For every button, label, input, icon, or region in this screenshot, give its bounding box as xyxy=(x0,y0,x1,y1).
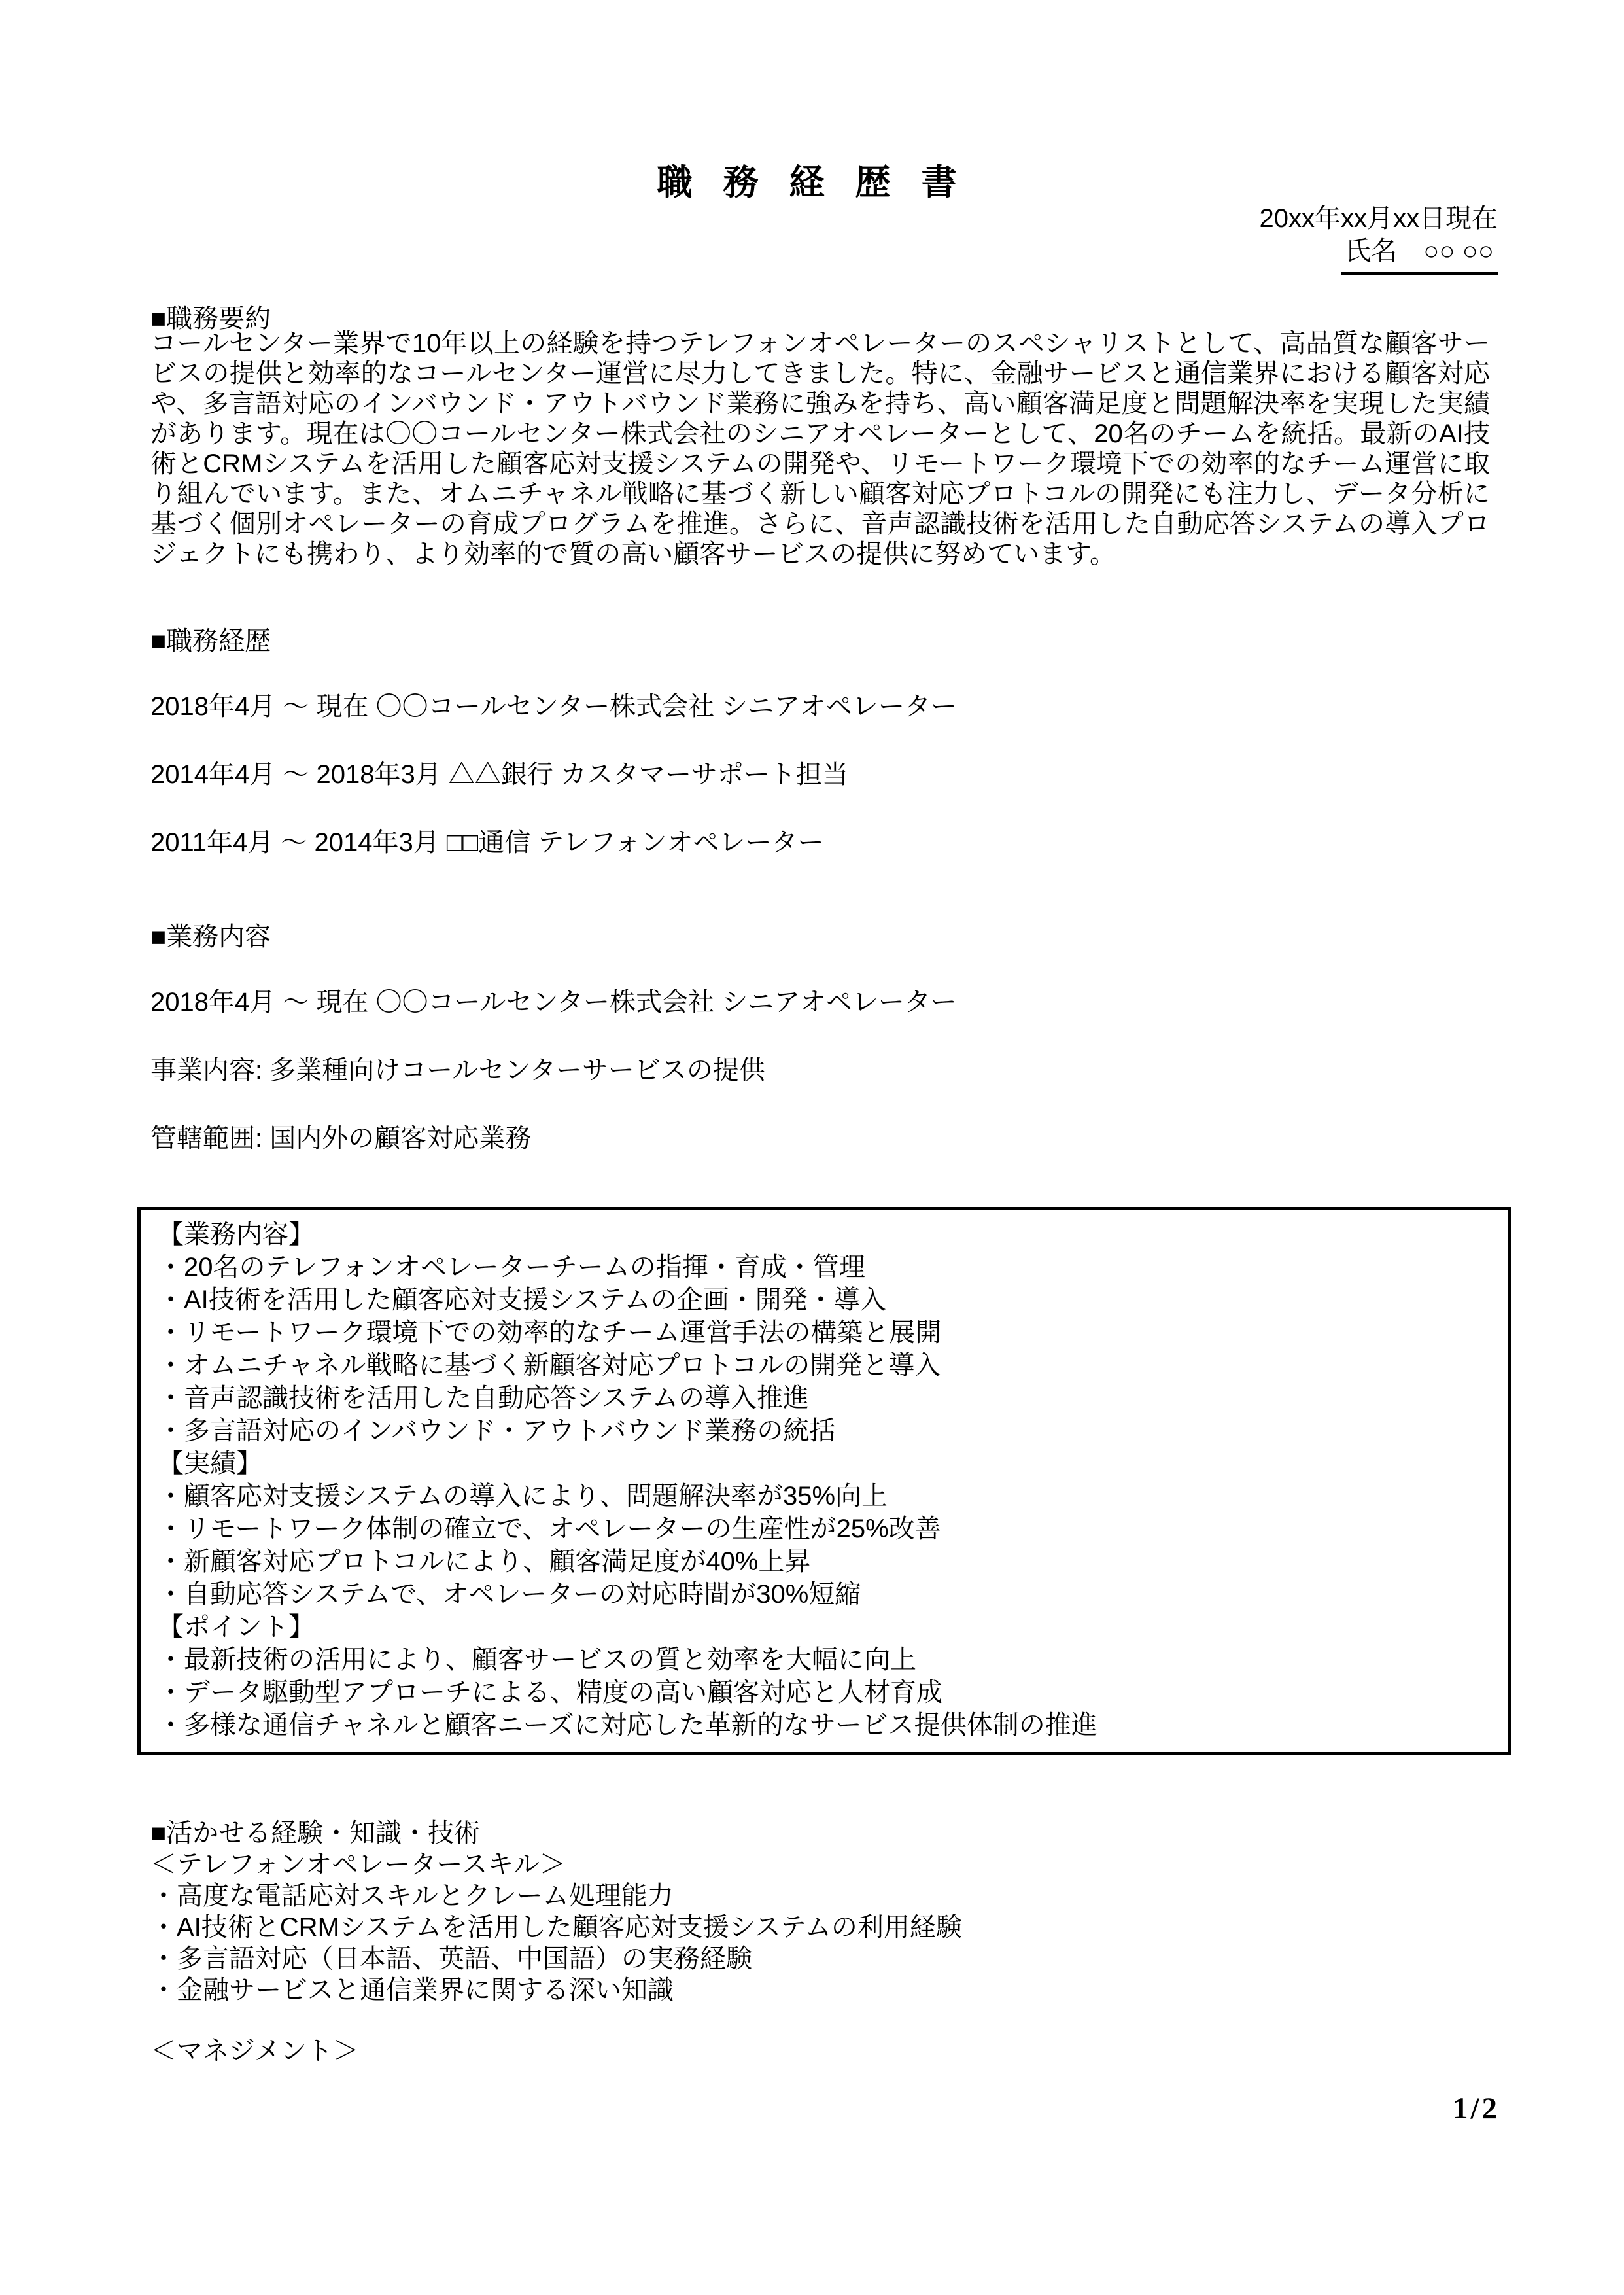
skills-block xyxy=(150,1817,962,2006)
list-item: ・多様な通信チャネルと顧客ニーズに対応した革新的なサービス提供体制の推進 xyxy=(158,1711,1097,1740)
list-item: ・20名のテレフォンオペレーターチームの指揮・育成・管理 xyxy=(158,1253,865,1282)
box-section-label: 【ポイント】 xyxy=(158,1613,315,1641)
list-item: ・新顧客対応プロトコルにより、顧客満足度が40%上昇 xyxy=(158,1547,811,1576)
summary-heading: ■職務要約 xyxy=(150,304,271,333)
skills-subheading: ＜テレフォンオペレータースキル＞ xyxy=(150,1850,566,1879)
career-entry: 2018年4月 ～ 現在 〇〇コールセンター株式会社 シニアオペレーター xyxy=(150,692,957,721)
list-item: ・最新技術の活用により、顧客サービスの質と効率を大幅に向上 xyxy=(158,1645,916,1674)
box-section-label: 【業務内容】 xyxy=(158,1220,315,1249)
management-heading: ＜マネジメント＞ xyxy=(150,2037,359,2065)
job-details-heading: ■業務内容 xyxy=(150,922,271,951)
page-title: 職 務 経 歴 書 xyxy=(657,163,967,202)
list-item: ・AI技術とCRMシステムを活用した顧客応対支援システムの利用経験 xyxy=(150,1913,962,1942)
box-section-label: 【実績】 xyxy=(158,1449,262,1478)
scope-line: 管轄範囲: 国内外の顧客対応業務 xyxy=(150,1124,532,1153)
career-entry: 2014年4月 ～ 2018年3月 △△銀行 カスタマーサポート担当 xyxy=(150,760,848,789)
current-date-line: 20xx年xx月xx日現在 xyxy=(1259,204,1498,233)
list-item: ・多言語対応（日本語、英語、中国語）の実務経験 xyxy=(150,1944,752,1973)
page-number: 1/2 xyxy=(1452,2092,1500,2126)
list-item: ・高度な電話応対スキルとクレーム処理能力 xyxy=(150,1882,674,1910)
career-entry: 2011年4月 ～ 2014年3月 □□通信 テレフォンオペレーター xyxy=(150,828,824,857)
list-item: ・リモートワーク環境下での効率的なチーム運営手法の構築と展開 xyxy=(158,1318,942,1347)
current-position-line: 2018年4月 ～ 現在 〇〇コールセンター株式会社 シニアオペレーター xyxy=(150,988,957,1017)
list-item: ・多言語対応のインバウンド・アウトバウンド業務の統括 xyxy=(158,1416,836,1445)
list-item: ・オムニチャネル戦略に基づく新顧客対応プロトコルの開発と導入 xyxy=(158,1351,941,1380)
list-item: ・自動応答システムで、オペレーターの対応時間が30%短縮 xyxy=(158,1580,861,1609)
skills-heading: ■活かせる経験・知識・技術 xyxy=(150,1819,481,1848)
list-item: ・金融サービスと通信業界に関する深い知識 xyxy=(150,1976,674,2005)
business-description-line: 事業内容: 多業種向けコールセンターサービスの提供 xyxy=(150,1056,765,1085)
career-history-heading: ■職務経歴 xyxy=(150,627,271,656)
job-detail-box xyxy=(137,1207,1511,1755)
list-item: ・AI技術を活用した顧客応対支援システムの企画・開発・導入 xyxy=(158,1286,886,1314)
list-item: ・音声認識技術を活用した自動応答システムの導入推進 xyxy=(158,1384,809,1412)
name-line: 氏名 ○○ ○○ xyxy=(1341,230,1498,275)
list-item: ・顧客応対支援システムの導入により、問題解決率が35%向上 xyxy=(158,1482,888,1511)
summary-paragraph: コールセンター業界で10年以上の経験を持つテレフォンオペレーターのスペシャリストとして、高品質な顧客サービスの提供と効率的なコールセンター運営に尽力してきました。特に、金融サービスと通信業界における顧客対応や、多言語対応のインバウンド・アウトバウンド業務に強みを持ち、高い顧客満足度と問題解決率を実現した実績があります。現在は〇〇コールセンター株式会社のシニアオペレーターとして、20名のチームを統括。最新のAI技術とCRMシステムを活用した顧客応対支援システムの開発や、リモートワーク環境下での効率的なチーム運営に取り組んでいます。また、オムニチャネル戦略に基づく新しい顧客対応プロトコルの開発にも注力し、データ分析に基づく個別オペレーターの育成プログラムを推進。さらに、音声認識技術を活用した自動応答システムの導入プロジェクトにも携わり、より効率的で質の高い顧客サービスの提供に努めています。 xyxy=(150,329,1491,569)
list-item: ・データ駆動型アプローチによる、精度の高い顧客対応と人材育成 xyxy=(158,1678,942,1707)
list-item: ・リモートワーク体制の確立で、オペレーターの生産性が25%改善 xyxy=(158,1515,941,1543)
